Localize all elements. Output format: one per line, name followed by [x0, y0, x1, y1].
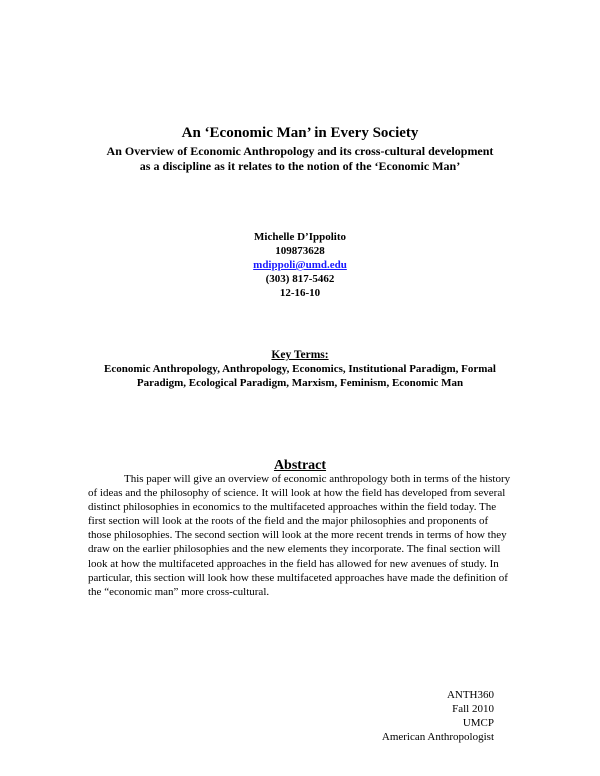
course-school: UMCP: [462, 717, 494, 729]
author-block: [0, 230, 600, 300]
key-terms-line: Paradigm, Ecological Paradigm, Marxism, Feminism, Economic Man: [136, 377, 464, 389]
course-journal: American Anthropologist: [381, 731, 494, 743]
abstract-heading: Abstract: [273, 458, 327, 473]
subtitle-line: as a discipline as it relates to the notion of the ‘Economic Man’: [139, 159, 461, 173]
abstract-body: [88, 472, 512, 599]
author-name: Michelle D’Ippolito: [254, 231, 346, 243]
author-id: 109873628: [275, 245, 325, 257]
subtitle-line: An Overview of Economic Anthropology and its cross-cultural development: [106, 144, 494, 158]
author-date: 12-16-10: [279, 287, 321, 299]
course-code: ANTH360: [446, 689, 494, 701]
course-info: [382, 688, 494, 744]
abstract-paragraph: This paper will give an overview of economic anthropology both in terms of the history of ideas and the philosophy of science. It will look at how the field has developed from several distinct philosophies in economics to the multifaceted approaches within the field today. The first section will look at the roots of the field and the major philosophies and proponents of those philosophies. The second section will look at the more recent trends in terms of how they draw on the earlier philosophies and the new elements they incorporate. The final section will look at how the multifaceted approaches in the field has allowed for new avenues of study. In particular, this section will look how these multifaceted approaches have made the definition of the “economic man” more cross-cultural.: [88, 473, 511, 598]
author-email-link[interactable]: mdippoli@umd.edu: [253, 259, 347, 271]
key-terms-heading: Key Terms:: [271, 349, 329, 361]
key-terms-line: Economic Anthropology, Anthropology, Economics, Institutional Paradigm, Formal: [104, 363, 496, 375]
author-phone: (303) 817-5462: [265, 273, 335, 285]
page-title: An ‘Economic Man’ in Every Society: [181, 125, 419, 141]
course-term: Fall 2010: [452, 703, 494, 715]
key-terms-list: [80, 362, 520, 390]
subtitle: [0, 144, 600, 174]
